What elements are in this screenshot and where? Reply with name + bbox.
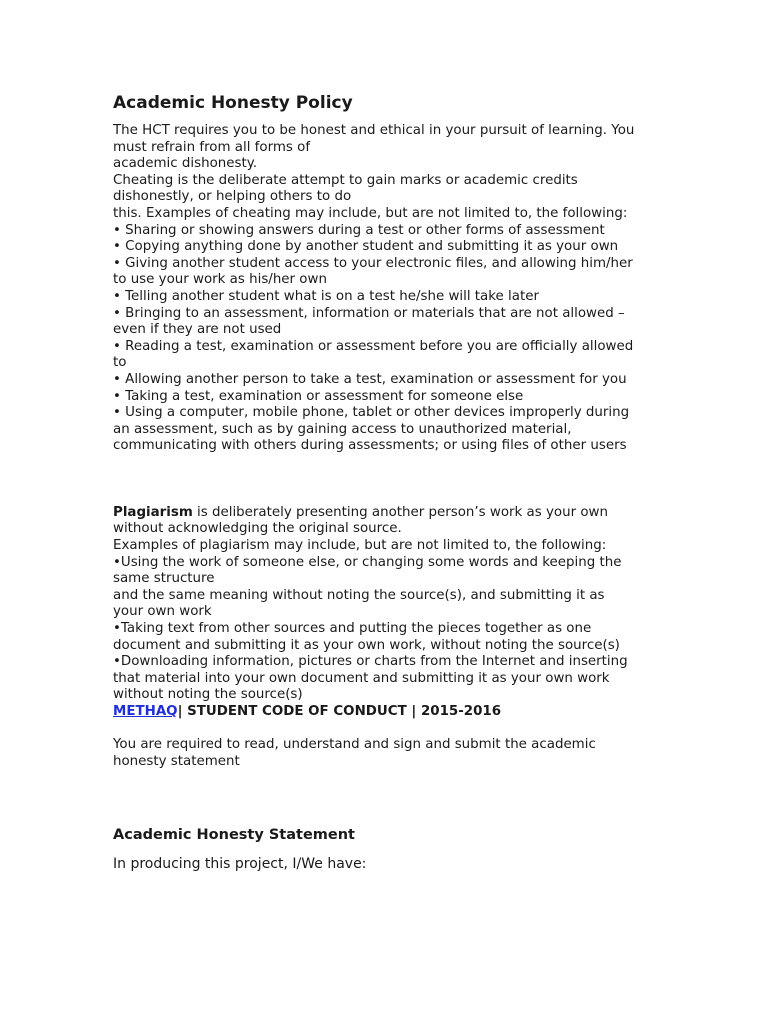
plagiarism-term: Plagiarism — [113, 504, 193, 520]
text-line: that material into your own document and submitting it as your own work — [113, 670, 610, 686]
text-line: without noting the source(s) — [113, 687, 303, 703]
text-line: this. Examples of cheating may include, but are not limited to, the following: — [113, 205, 628, 221]
text-line: • Using a computer, mobile phone, tablet or other devices improperly during — [113, 405, 630, 421]
text-line: • Copying anything done by another student and submitting it as your own — [113, 239, 619, 255]
text-line: •Taking text from other sources and putting the pieces together as one — [113, 621, 592, 637]
plagiarism-first-line — [113, 505, 658, 522]
required-paragraph — [113, 737, 658, 770]
text-line: and the same meaning without noting the source(s), and submitting it as — [113, 587, 605, 603]
plagiarism-definition: is deliberately presenting another person’s work as your own — [192, 504, 608, 520]
intro-paragraph — [113, 123, 658, 455]
text-line: must refrain from all forms of — [113, 139, 311, 155]
plagiarism-paragraph — [113, 505, 658, 721]
text-line: document and submitting it as your own work, without noting the source(s) — [113, 637, 620, 653]
document-page — [113, 92, 658, 873]
text-line: • Giving another student access to your electronic files, and allowing him/her — [113, 255, 633, 271]
methaq-link[interactable]: METHAQ — [113, 704, 178, 719]
text-line: • Taking a test, examination or assessment for someone else — [113, 388, 524, 404]
text-line: • Bringing to an assessment, information or materials that are not allowed – — [113, 305, 625, 321]
text-line: The HCT requires you to be honest and ethical in your pursuit of learning. You — [113, 123, 635, 138]
text-line: academic dishonesty. — [113, 156, 257, 172]
plagiarism-lines — [113, 521, 658, 704]
statement-text: In producing this project, I/We have: — [113, 856, 367, 873]
page-title: Academic Honesty Policy — [113, 93, 353, 113]
text-line: Cheating is the deliberate attempt to gain marks or academic credits — [113, 172, 578, 188]
text-line: •Using the work of someone else, or changing some words and keeping the — [113, 554, 622, 570]
spacer — [113, 770, 658, 825]
statement-title: Academic Honesty Statement — [113, 827, 355, 844]
text-line: You are required to read, understand and sign and submit the academic — [113, 737, 596, 753]
text-line: without acknowledging the original source. — [113, 521, 402, 537]
footer-line — [113, 704, 658, 721]
spacer — [113, 455, 658, 505]
text-line: an assessment, such as by gaining access to unauthorized material, — [113, 421, 572, 437]
text-line: to — [113, 355, 127, 371]
text-line: honesty statement — [113, 753, 240, 769]
text-line: your own work — [113, 604, 212, 620]
text-line: • Allowing another person to take a test, examination or assessment for you — [113, 371, 627, 387]
text-line: • Sharing or showing answers during a test or other forms of assessment — [113, 222, 605, 238]
text-line: • Telling another student what is on a test he/she will take later — [113, 288, 539, 304]
text-line: to use your work as his/her own — [113, 272, 327, 288]
text-line: Examples of plagiarism may include, but are not limited to, the following: — [113, 538, 607, 554]
text-line: dishonestly, or helping others to do — [113, 189, 352, 205]
footer-text: | STUDENT CODE OF CONDUCT | 2015-2016 — [177, 704, 502, 719]
text-line: communicating with others during assessments; or using files of other users — [113, 438, 627, 454]
text-line: even if they are not used — [113, 322, 282, 338]
text-line: • Reading a test, examination or assessment before you are officially allowed — [113, 338, 634, 354]
text-line: same structure — [113, 571, 215, 587]
spacer — [113, 721, 658, 738]
text-line: •Downloading information, pictures or charts from the Internet and inserting — [113, 654, 628, 670]
